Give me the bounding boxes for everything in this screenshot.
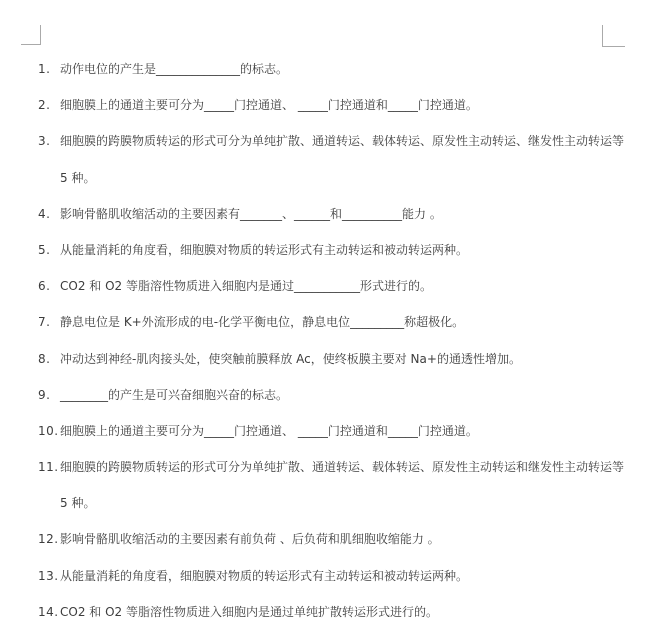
list-item — [38, 521, 652, 557]
list-item — [38, 594, 652, 625]
question-list — [38, 51, 652, 625]
list-item — [38, 558, 652, 594]
item-number: 9. — [38, 387, 51, 402]
item-number: 6. — [38, 279, 51, 294]
list-item — [38, 304, 652, 340]
item-text: 细胞膜的跨膜物质转运的形式可分为单纯扩散、通道转运、载体转运、原发性主动转运、继发性主动转运等 — [60, 134, 625, 149]
item-number: 14. — [38, 604, 59, 619]
list-item — [38, 449, 652, 521]
item-text: 细胞膜的跨膜物质转运的形式可分为单纯扩散、通道转运、载体转运、原发性主动转运和继发性主动转运等 — [60, 460, 625, 475]
text-boundary-mark-top-right-icon — [602, 25, 625, 47]
item-text: 从能量消耗的角度看，细胞膜对物质的转运形式有主动转运和被动转运两种。 — [60, 242, 469, 257]
list-item — [38, 268, 652, 304]
list-item — [38, 232, 652, 268]
item-number: 8. — [38, 351, 51, 366]
item-text: CO2 和 O2 等脂溶性物质进入细胞内是通过___________形式进行的。 — [60, 279, 432, 294]
item-text: CO2 和 O2 等脂溶性物质进入细胞内是通过单纯扩散转运形式进行的。 — [60, 604, 438, 619]
item-text: 影响骨骼肌收缩活动的主要因素有前负荷 、后负荷和肌细胞收缩能力 。 — [60, 532, 440, 547]
item-number: 1. — [38, 62, 51, 76]
text-boundary-mark-top-left-icon — [21, 25, 41, 45]
item-text: 细胞膜上的通道主要可分为_____门控通道、 _____门控通道和_____门控通道。 — [60, 98, 478, 113]
item-number: 4. — [38, 206, 51, 221]
item-text: ________的产生是可兴奋细胞兴奋的标志。 — [60, 387, 289, 402]
list-item — [38, 377, 652, 413]
item-number: 13. — [38, 568, 59, 583]
item-text: 细胞膜上的通道主要可分为_____门控通道、 _____门控通道和_____门控通道。 — [60, 423, 478, 438]
list-item — [38, 87, 652, 123]
item-text: 动作电位的产生是______________的标志。 — [60, 62, 289, 76]
item-text: 从能量消耗的角度看，细胞膜对物质的转运形式有主动转运和被动转运两种。 — [60, 568, 469, 583]
item-number: 10. — [38, 423, 59, 438]
list-item — [38, 413, 652, 449]
item-number: 11. — [38, 460, 59, 475]
item-number: 7. — [38, 315, 51, 330]
item-number: 12. — [38, 532, 59, 547]
list-item — [38, 341, 652, 377]
list-item — [38, 51, 652, 87]
item-text: 静息电位是 K+外流形成的电-化学平衡电位，静息电位_________称超极化。 — [60, 315, 465, 330]
item-number: 5. — [38, 242, 51, 257]
item-text-continued: 5 种。 — [60, 170, 96, 185]
item-number: 3. — [38, 134, 51, 149]
list-item — [38, 196, 652, 232]
item-number: 2. — [38, 98, 51, 113]
item-text: 冲动达到神经-肌肉接头处，使突触前膜释放 Ac，使终板膜主要对 Na+的通透性增加。 — [60, 351, 521, 366]
list-item — [38, 123, 652, 195]
item-text: 影响骨骼肌收缩活动的主要因素有_______、______和__________能力 。 — [60, 206, 442, 221]
item-text-continued: 5 种。 — [60, 496, 96, 511]
